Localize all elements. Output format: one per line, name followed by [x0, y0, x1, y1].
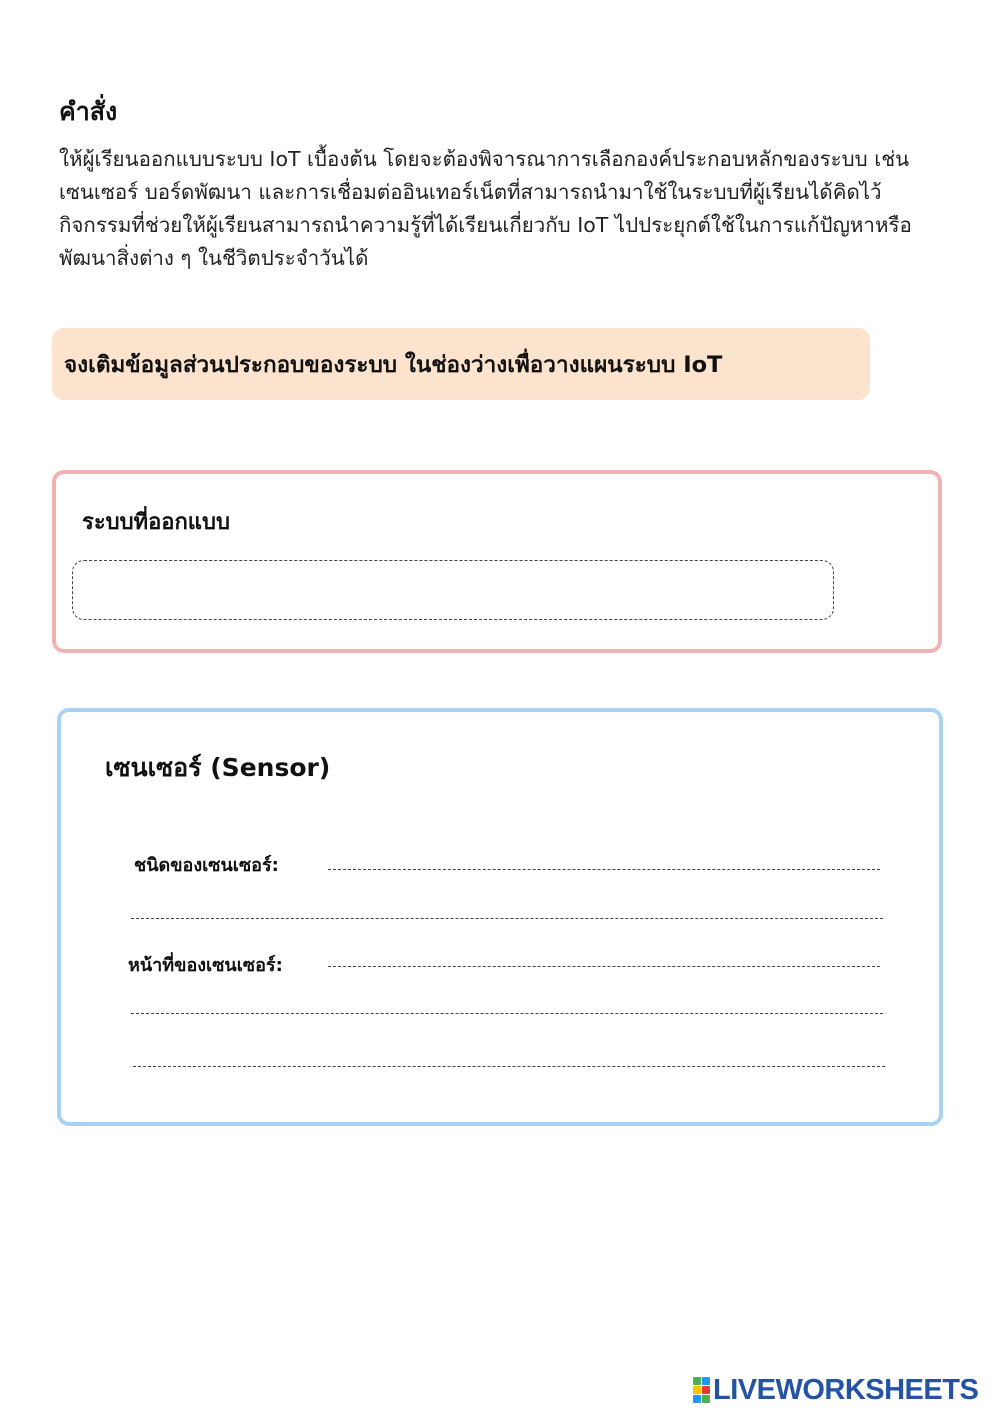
designed-system-input[interactable] — [72, 560, 834, 620]
logo-text: LIVEWORKSHEETS — [713, 1373, 979, 1406]
designed-system-title: ระบบที่ออกแบบ — [82, 510, 230, 535]
liveworksheets-logo[interactable] — [693, 1374, 978, 1406]
sensor-box — [57, 708, 943, 1126]
page-heading: คำสั่ง — [59, 97, 118, 126]
sensor-type-input-line2[interactable] — [131, 895, 883, 919]
sensor-function-input[interactable] — [328, 943, 880, 967]
sensor-function-input-line2[interactable] — [131, 990, 883, 1014]
designed-system-box — [52, 470, 942, 653]
sensor-type-label: ชนิดของเซนเซอร์: — [134, 855, 279, 876]
instructions-text: ให้ผู้เรียนออกแบบระบบ IoT เบื้องต้น โดยจะต้องพิจารณาการเลือกองค์ประกอบหลักของระบบ เช่น เซนเซอร์ บอร์ดพัฒนา และการเชื่อมต่ออินเทอร์เน็ตที่สามารถนำมาใช้ในระบบที่ผู้เรียนได้คิดไว้ กิจกรรมที่ช่วยให้ผู้เรียนสามารถนำความรู้ที่ได้เรียนเกี่ยวกับ IoT ไปประยุกต์ใช้ในการแก้ปัญหาหรือพัฒนาสิ่งต่าง ๆ ในชีวิตประจำวันได้ — [59, 147, 912, 270]
liveworksheets-logo-icon — [693, 1377, 710, 1403]
sensor-function-input-line3[interactable] — [133, 1043, 885, 1067]
sensor-function-label: หน้าที่ของเซนเซอร์: — [128, 955, 283, 976]
task-banner — [52, 328, 870, 400]
banner-text: จงเติมข้อมูลส่วนประกอบของระบบ ในช่องว่างเพื่อวางแผนระบบ IoT — [64, 352, 723, 378]
sensor-type-input[interactable] — [328, 846, 880, 870]
sensor-title: เซนเซอร์ (Sensor) — [105, 753, 331, 782]
